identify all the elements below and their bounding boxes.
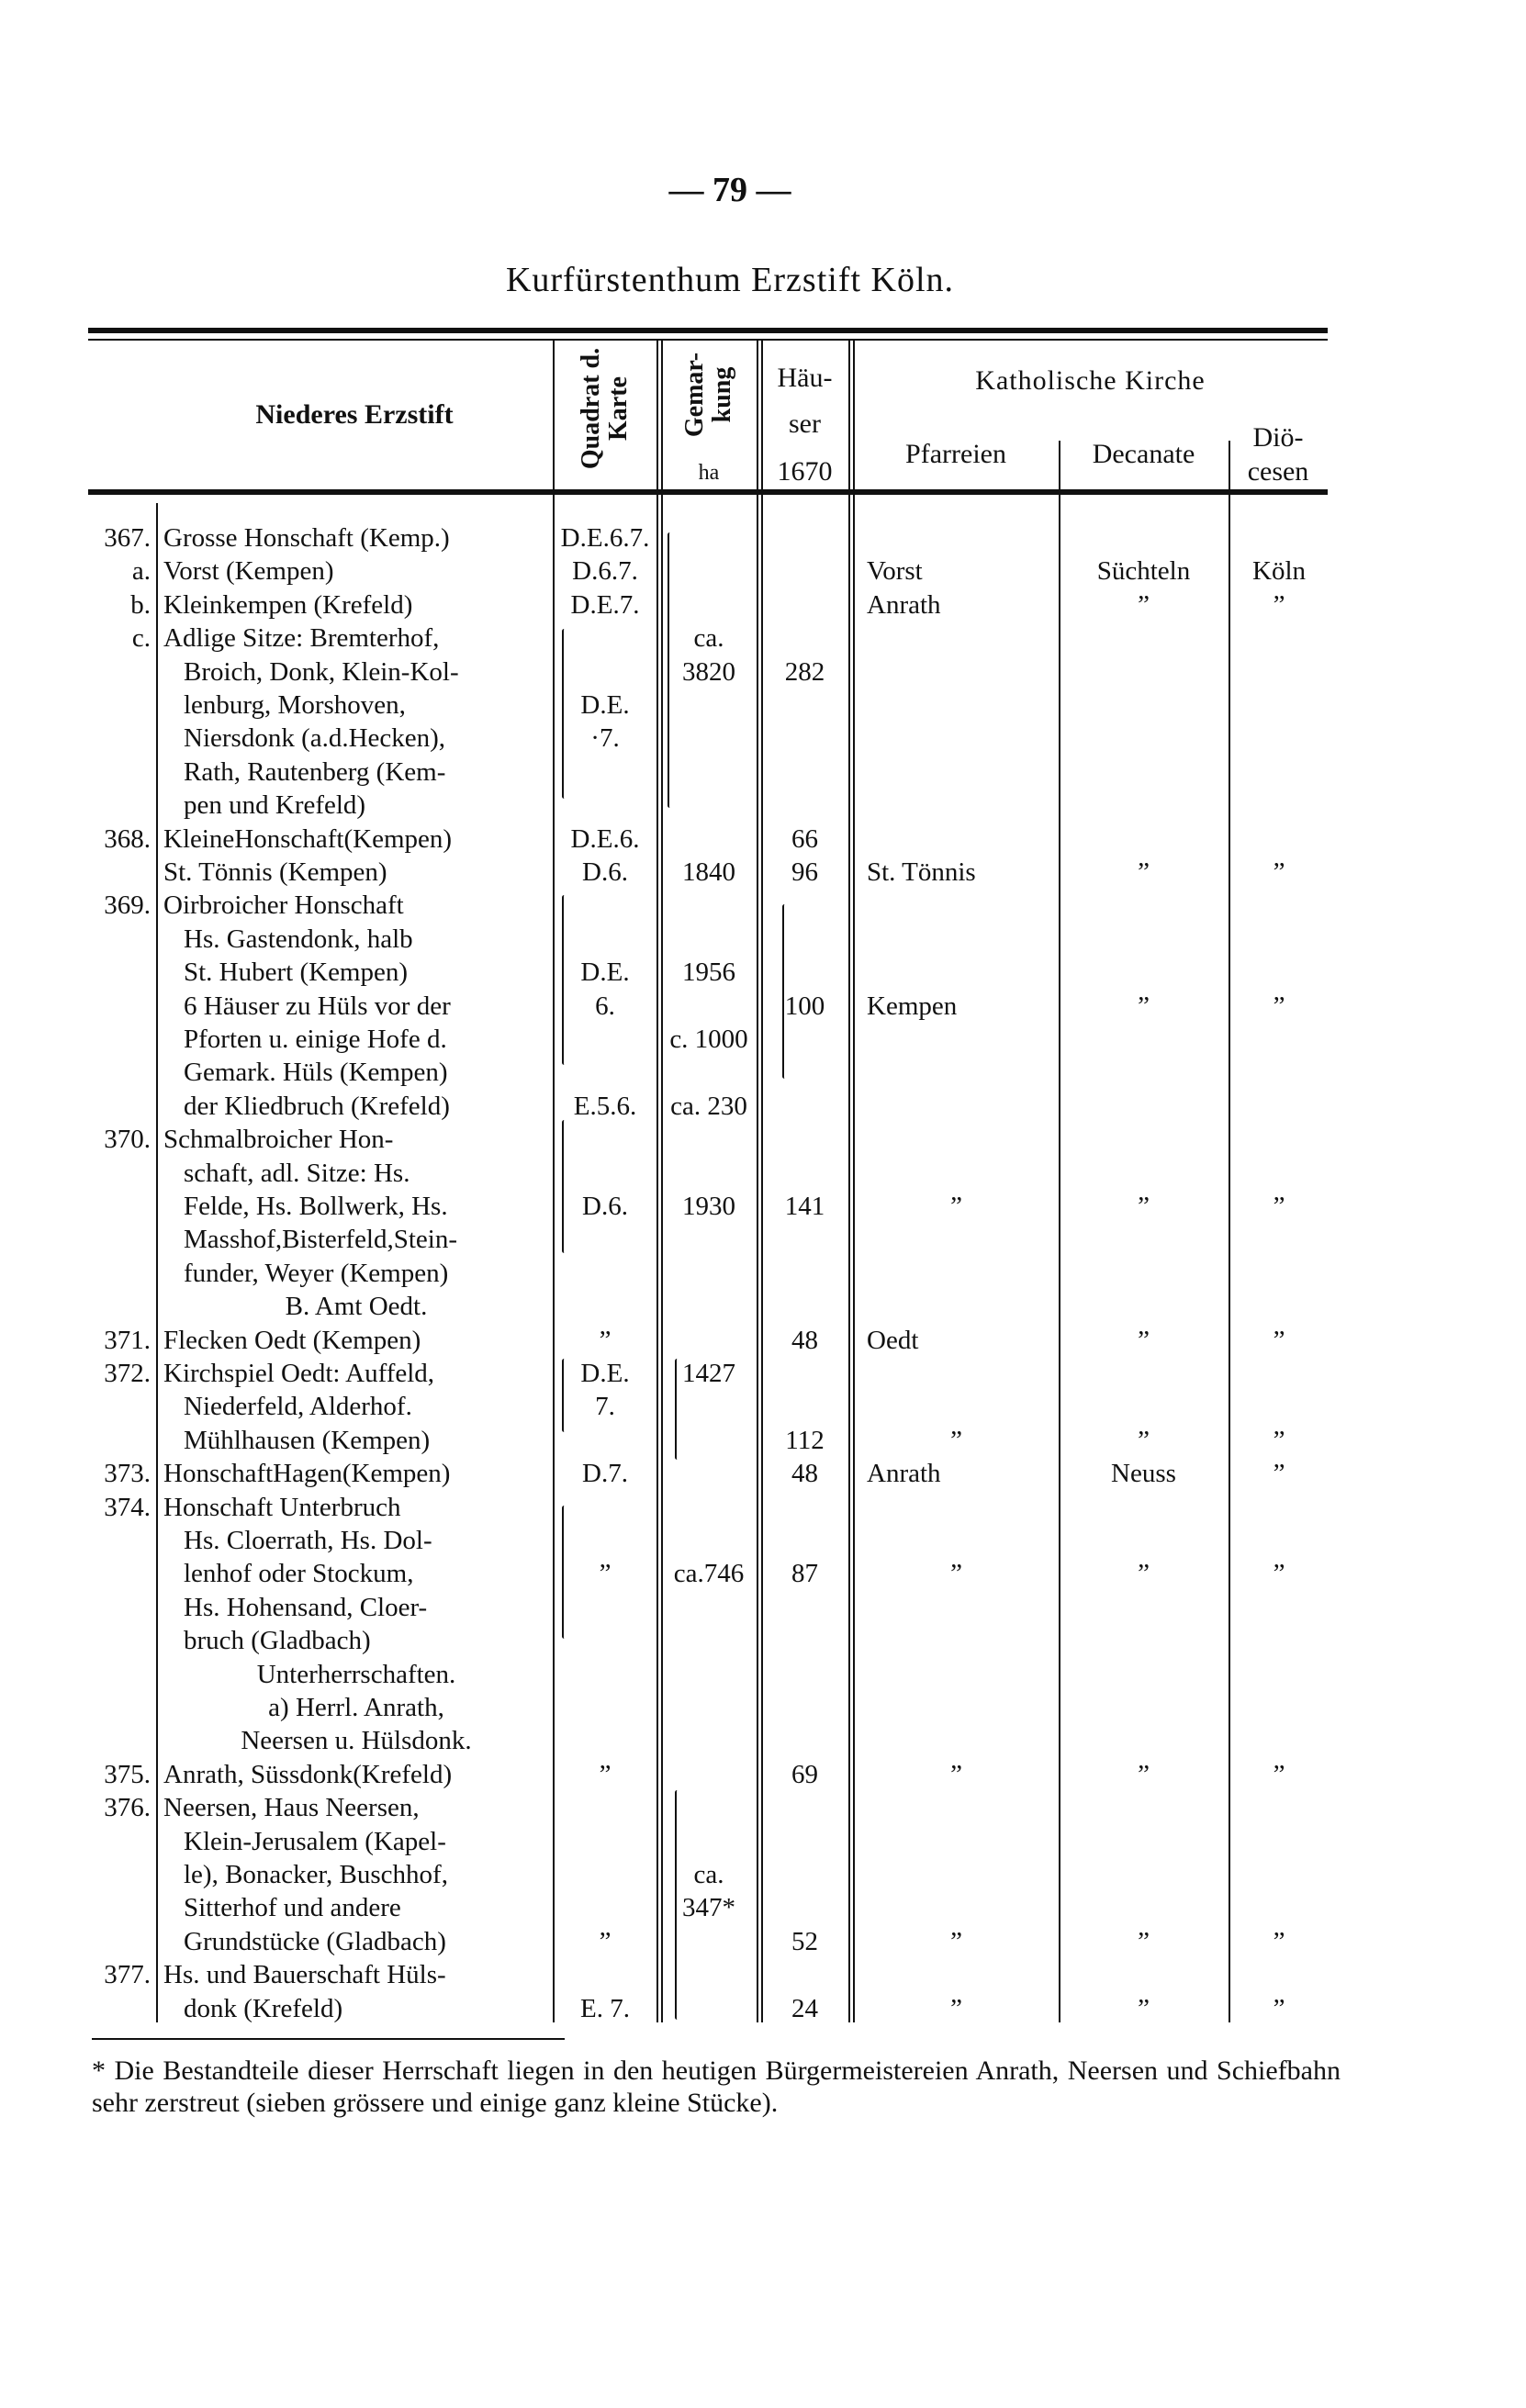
section-heading: Neersen u. Hülsdonk. <box>241 1726 472 1756</box>
header-katholische-kirche: Katholische Kirche <box>975 365 1206 396</box>
haeuser-cell: 112 <box>785 1425 825 1455</box>
place-name: Hs. Gastendonk, halb <box>184 924 413 954</box>
row-number: 369. <box>104 890 151 921</box>
gemarkung-cell: 3820 <box>682 656 735 687</box>
column-line <box>156 503 158 2022</box>
dioecese-cell: ” <box>1273 1559 1285 1589</box>
quadrat-cell: D.6.7. <box>572 556 638 587</box>
header-dioecesen-1: Diö- <box>1252 422 1304 453</box>
dioecese-cell: ” <box>1273 857 1285 887</box>
row-number: 376. <box>104 1793 151 1823</box>
pfarrei-cell: Anrath <box>867 1459 941 1489</box>
haeuser-cell: 96 <box>791 857 818 887</box>
pfarrei-cell: St. Tönnis <box>867 857 976 887</box>
top-rule <box>88 328 1328 333</box>
place-name: Hs. und Bauerschaft Hüls- <box>163 1960 446 1990</box>
quadrat-cell: ” <box>599 1926 612 1956</box>
dioecese-cell: Köln <box>1252 556 1306 587</box>
dioecese-cell: ” <box>1273 1192 1285 1221</box>
brace <box>562 1120 567 1253</box>
row-number: 373. <box>104 1459 151 1489</box>
haeuser-cell: 52 <box>791 1926 818 1956</box>
haeuser-cell: 48 <box>791 1325 818 1355</box>
place-name: Broich, Donk, Klein-Kol- <box>184 656 459 687</box>
header-decanate: Decanate <box>1092 439 1195 469</box>
place-name: Flecken Oedt (Kempen) <box>163 1325 421 1355</box>
header-haeuser-1: Häu- <box>777 363 833 393</box>
gemarkung-cell: 347* <box>682 1893 735 1923</box>
place-name: Adlige Sitze: Bremterhof, <box>163 623 440 654</box>
place-name: Felde, Hs. Bollwerk, Hs. <box>184 1192 448 1221</box>
haeuser-cell: 282 <box>784 656 825 687</box>
place-name: St. Tönnis (Kempen) <box>163 857 387 887</box>
place-name: le), Bonacker, Buschhof, <box>184 1860 448 1889</box>
dioecese-cell: ” <box>1273 1759 1285 1789</box>
row-number: c. <box>131 623 151 654</box>
place-name: Grosse Honschaft (Kemp.) <box>163 523 450 553</box>
place-name: Pforten u. einige Hofe d. <box>184 1025 447 1054</box>
place-name: KleineHonschaft(Kempen) <box>163 823 453 854</box>
dioecese-cell: ” <box>1273 1926 1285 1956</box>
place-name: Masshof,Bisterfeld,Stein- <box>184 1225 458 1255</box>
decanat-cell: Neuss <box>1111 1459 1176 1489</box>
place-name: Sitterhof und andere <box>184 1893 401 1923</box>
haeuser-cell: 48 <box>791 1459 818 1489</box>
pfarrei-cell: ” <box>950 1559 962 1589</box>
column-line <box>848 341 850 2022</box>
section-heading: B. Amt Oedt. <box>285 1292 428 1322</box>
pfarrei-cell: Anrath <box>867 589 941 620</box>
page-number: — 79 — <box>668 171 791 209</box>
place-name: HonschaftHagen(Kempen) <box>163 1459 451 1489</box>
haeuser-cell: 24 <box>791 1993 818 2023</box>
section-heading: Unterherrschaften. <box>256 1659 456 1689</box>
quadrat-cell: D.E. <box>580 958 630 988</box>
row-number: 374. <box>104 1492 151 1522</box>
decanat-cell: ” <box>1138 991 1150 1021</box>
quadrat-cell: E. 7. <box>580 1993 630 2023</box>
top-rule-thin <box>88 339 1328 341</box>
quadrat-cell: D.E.6.7. <box>560 523 650 553</box>
pfarrei-cell: ” <box>950 1993 962 2023</box>
place-name: Schmalbroicher Hon- <box>163 1125 394 1155</box>
decanat-cell: ” <box>1138 1926 1150 1956</box>
place-name: Vorst (Kempen) <box>163 556 334 587</box>
haeuser-cell: 87 <box>791 1559 818 1589</box>
dioecese-cell: ” <box>1273 1993 1285 2023</box>
gemarkung-cell: ca. <box>693 623 724 654</box>
place-name: lenburg, Morshoven, <box>184 690 406 720</box>
header-pfarreien: Pfarreien <box>905 439 1006 469</box>
decanat-cell: ” <box>1138 1325 1150 1355</box>
place-name: Neersen, Haus Neersen, <box>163 1793 420 1823</box>
place-name: St. Hubert (Kempen) <box>184 958 409 988</box>
header-rule <box>88 489 1328 495</box>
gemarkung-cell: ca.746 <box>673 1559 745 1589</box>
decanat-cell: ” <box>1138 1425 1150 1455</box>
place-name: schaft, adl. Sitze: Hs. <box>184 1158 410 1188</box>
decanat-cell: ” <box>1138 1559 1150 1589</box>
haeuser-cell: 141 <box>784 1192 825 1221</box>
gemarkung-cell: ca. 230 <box>670 1091 747 1121</box>
quadrat-cell: D.E. <box>580 1359 630 1388</box>
quadrat-cell: D.6. <box>582 1192 628 1221</box>
place-name: Niersdonk (a.d.Hecken), <box>184 723 446 754</box>
place-name: Niederfeld, Alderhof. <box>184 1392 412 1422</box>
row-number: 368. <box>104 823 151 854</box>
pfarrei-cell: ” <box>950 1926 962 1956</box>
row-number: 367. <box>104 523 151 553</box>
decanat-cell: ” <box>1138 1993 1150 2023</box>
decanat-cell: ” <box>1138 589 1150 620</box>
pfarrei-cell: Vorst <box>867 556 923 587</box>
place-name: Mühlhausen (Kempen) <box>184 1425 431 1455</box>
dioecese-cell: ” <box>1273 991 1285 1021</box>
column-line <box>661 341 663 2022</box>
header-haeuser-2: ser <box>789 409 821 439</box>
section-heading: a) Herrl. Anrath, <box>268 1693 444 1722</box>
place-name: Anrath, Süssdonk(Krefeld) <box>163 1759 453 1789</box>
place-name: der Kliedbruch (Krefeld) <box>184 1091 450 1121</box>
gemarkung-cell: c. 1000 <box>669 1025 748 1054</box>
dioecese-cell: ” <box>1273 1459 1285 1489</box>
haeuser-cell: 100 <box>784 991 825 1021</box>
quadrat-cell: E.5.6. <box>573 1091 637 1121</box>
quadrat-cell: D.7. <box>582 1459 628 1489</box>
place-name: bruch (Gladbach) <box>184 1626 371 1656</box>
quadrat-cell: 6. <box>595 991 615 1021</box>
quadrat-cell: D.E.6. <box>570 823 640 854</box>
header-niederes-erzstift: Niederes Erzstift <box>255 399 454 430</box>
decanat-cell: ” <box>1138 1759 1150 1789</box>
haeuser-cell: 66 <box>791 823 818 854</box>
dioecese-cell: ” <box>1273 1425 1285 1455</box>
pfarrei-cell: ” <box>950 1192 962 1221</box>
place-name: Gemark. Hüls (Kempen) <box>184 1058 448 1088</box>
pfarrei-cell: Oedt <box>867 1325 919 1355</box>
row-number: 370. <box>104 1125 151 1155</box>
place-name: Kleinkempen (Krefeld) <box>163 589 413 620</box>
row-number: 375. <box>104 1759 151 1789</box>
quadrat-cell: D.E.7. <box>570 589 640 620</box>
gemarkung-cell: 1930 <box>682 1192 735 1221</box>
row-number: 377. <box>104 1960 151 1990</box>
row-number: a. <box>131 556 151 587</box>
decanat-cell: Süchteln <box>1096 556 1191 587</box>
place-name: Oirbroicher Honschaft <box>163 890 404 921</box>
dioecese-cell: ” <box>1273 1325 1285 1355</box>
gemarkung-cell: ca. <box>693 1860 724 1889</box>
page-title: Kurfürstenthum Erzstift Köln. <box>505 261 955 299</box>
quadrat-cell: ” <box>599 1759 612 1789</box>
decanat-cell: ” <box>1138 1192 1150 1221</box>
place-name: Hs. Cloerrath, Hs. Dol- <box>184 1526 432 1555</box>
quadrat-cell: ” <box>599 1559 612 1589</box>
quadrat-cell: ” <box>599 1325 612 1355</box>
gemarkung-cell: 1840 <box>682 857 735 887</box>
place-name: Rath, Rautenberg (Kem- <box>184 756 446 787</box>
haeuser-cell: 69 <box>791 1759 818 1789</box>
place-name: lenhof oder Stockum, <box>184 1559 414 1589</box>
quadrat-cell: D.E. <box>580 690 630 720</box>
row-number: 372. <box>104 1359 151 1388</box>
header-haeuser-3: 1670 <box>777 456 833 487</box>
place-name: pen und Krefeld) <box>184 790 366 821</box>
place-name: Hs. Hohensand, Cloer- <box>184 1592 428 1622</box>
row-number: b. <box>130 589 151 620</box>
quadrat-cell: ·7. <box>590 723 620 754</box>
place-name: Grundstücke (Gladbach) <box>184 1926 446 1956</box>
place-name: 6 Häuser zu Hüls vor der <box>184 991 451 1021</box>
decanat-cell: ” <box>1138 857 1150 887</box>
row-number: 371. <box>104 1325 151 1355</box>
gemarkung-cell: 1427 <box>682 1359 735 1388</box>
pfarrei-cell: ” <box>950 1759 962 1789</box>
pfarrei-cell: Kempen <box>867 991 958 1021</box>
dioecese-cell: ” <box>1273 589 1285 620</box>
footnote: * Die Bestandteile dieser Herrschaft liegen in den heutigen Bürgermeistereien Anrath, Neersen und Schiefbahn sehr zerstreut (sieben grössere und einige ganz kleine Stücke). <box>92 2055 1341 2118</box>
pfarrei-cell: ” <box>950 1425 962 1455</box>
place-name: donk (Krefeld) <box>184 1993 343 2023</box>
column-line <box>757 341 758 2022</box>
header-gemarkung-unit: ha <box>698 461 720 485</box>
place-name: Kirchspiel Oedt: Auffeld, <box>163 1359 435 1388</box>
place-name: Klein-Jerusalem (Kapel- <box>184 1826 446 1856</box>
gemarkung-cell: 1956 <box>682 958 735 988</box>
header-gemarkung: Gemar- kung <box>680 352 736 438</box>
place-name: funder, Weyer (Kempen) <box>184 1258 449 1288</box>
header-dioecesen-2: cesen <box>1247 456 1309 487</box>
header-quadrat: Quadrat d. Karte <box>577 347 633 470</box>
footnote-rule <box>92 2038 565 2040</box>
place-name: Honschaft Unterbruch <box>163 1492 401 1522</box>
quadrat-cell: 7. <box>595 1392 615 1422</box>
quadrat-cell: D.6. <box>582 857 628 887</box>
